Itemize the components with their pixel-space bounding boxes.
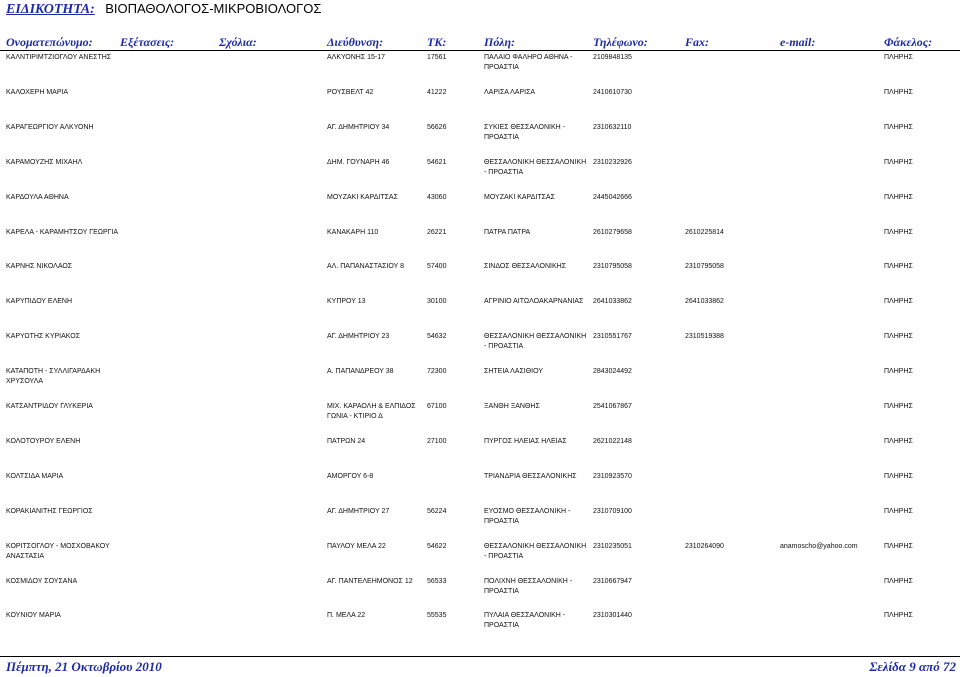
cell-fax: 2641033862 (685, 298, 724, 306)
cell-name: ΚΑΡΥΠΙΔΟΥ ΕΛΕΝΗ (6, 298, 73, 306)
cell-tk: 72300 (427, 368, 447, 376)
cell-phone: 2310232926 (593, 158, 632, 166)
cell-city: ΠΑΛΑΙΟ ΦΑΛΗΡΟ ΑΘΗΝΑ - ΠΡΟΑΣΤΙΑ (484, 54, 573, 71)
table-row (0, 53, 960, 87)
cell-folder: ΠΛΗΡΗΣ (884, 158, 913, 166)
table-row (0, 577, 960, 611)
cell-city: ΤΡΙΑΝΔΡΙΑ ΘΕΣΣΑΛΟΝΙΚΗΣ (484, 472, 577, 480)
cell-city: ΑΓΡΙΝΙΟ ΑΙΤΩΛΟΑΚΑΡΝΑΝΙΑΣ (484, 298, 584, 306)
cell-tk: 54632 (427, 333, 447, 341)
cell-folder: ΠΛΗΡΗΣ (884, 542, 913, 550)
cell-folder: ΠΛΗΡΗΣ (884, 88, 913, 96)
table-row (0, 88, 960, 122)
cell-name: ΚΑΛΟΧΕΡΗ ΜΑΡΙΑ (6, 88, 69, 96)
cell-address: Π. ΜΕΛΑ 22 (327, 612, 366, 620)
cell-phone: 2410610730 (593, 88, 632, 96)
cell-phone: 2610279658 (593, 228, 632, 236)
cell-address: ΑΛΚΥΟΝΗΣ 15-17 (327, 54, 386, 61)
cell-name: ΚΟΛΟΤΟΥΡΟΥ ΕΛΕΝΗ (6, 437, 81, 445)
cell-tk: 57400 (427, 263, 447, 271)
column-header-tests: Εξέτασεις: (120, 35, 175, 49)
cell-name: ΚΟΣΜΙΔΟΥ ΣΟΥΣΑΝΑ (6, 577, 78, 585)
footer-date: Πέμπτη, 21 Οκτωβρίου 2010 (6, 659, 162, 674)
table-row (0, 332, 960, 366)
table-row (0, 402, 960, 436)
cell-address: ΠΑΥΛΟΥ ΜΕΛΑ 22 (327, 542, 386, 550)
cell-folder: ΠΛΗΡΗΣ (884, 368, 913, 376)
cell-phone: 2109848135 (593, 54, 632, 61)
table-row (0, 472, 960, 506)
cell-tk: 17561 (427, 54, 447, 61)
table-row (0, 507, 960, 541)
cell-name: ΚΑΡΕΛΑ - ΚΑΡΑΜΗΤΣΟΥ ΓΕΩΡΓΙΑ (6, 228, 119, 236)
cell-address: ΜΙΧ. ΚΑΡΑΟΛΗ & ΕΛΠΙΔΟΣ ΓΩΝΙΑ - ΚΤΙΡΙΟ Δ (327, 403, 416, 420)
cell-phone: 2541067867 (593, 403, 632, 410)
cell-phone: 2310632110 (593, 123, 632, 131)
cell-tk: 54622 (427, 542, 447, 550)
column-header-name: Ονοματεπώνυμο: (6, 35, 93, 49)
column-headers (0, 35, 960, 49)
cell-tk: 26221 (427, 228, 447, 236)
cell-phone: 2843024492 (593, 368, 632, 376)
cell-city: ΞΑΝΘΗ ΞΑΝΘΗΣ (484, 403, 540, 410)
cell-name: ΚΑΡΝΗΣ ΝΙΚΟΛΑΟΣ (6, 263, 73, 271)
cell-folder: ΠΛΗΡΗΣ (884, 298, 913, 306)
cell-tk: 67100 (427, 403, 447, 410)
header-rule (0, 50, 960, 51)
cell-tk: 41222 (427, 88, 447, 96)
column-header-fax: Fax: (685, 35, 709, 49)
cell-address: ΜΟΥΖΑΚΙ ΚΑΡΔΙΤΣΑΣ (327, 193, 398, 201)
cell-phone: 2310923570 (593, 472, 632, 480)
cell-city: ΠΥΛΑΙΑ ΘΕΣΣΑΛΟΝΙΚΗ - ΠΡΟΑΣΤΙΑ (484, 612, 566, 630)
cell-name: ΚΟΡΙΤΣΟΓΛΟΥ - ΜΟΣΧΟΒΑΚΟΥ ΑΝΑΣΤΑΣΙΑ (6, 542, 110, 560)
column-header-city: Πόλη: (484, 35, 516, 49)
cell-folder: ΠΛΗΡΗΣ (884, 333, 913, 341)
cell-tk: 55535 (427, 612, 447, 620)
cell-phone: 2310795058 (593, 263, 632, 271)
cell-address: ΔΗΜ. ΓΟΥΝΑΡΗ 46 (327, 158, 390, 166)
table-row (0, 297, 960, 331)
cell-name: ΚΑΛΝΤΙΡΙΜΤΖΙΟΓΛΟΥ ΑΝΕΣΤΗΣ (6, 54, 112, 61)
cell-address: ΚΑΝΑΚΑΡΗ 110 (327, 228, 379, 236)
cell-folder: ΠΛΗΡΗΣ (884, 193, 913, 201)
cell-city: ΠΑΤΡΑ ΠΑΤΡΑ (484, 228, 531, 236)
footer-page-number: Σελίδα 9 από 72 (869, 659, 956, 674)
table-row (0, 228, 960, 262)
cell-email: anamoscho@yahoo.com (780, 542, 858, 550)
column-header-folder: Φάκελος: (884, 35, 933, 49)
cell-folder: ΠΛΗΡΗΣ (884, 263, 913, 271)
column-header-phone: Τηλέφωνο: (593, 35, 648, 49)
cell-tk: 54621 (427, 158, 447, 166)
cell-folder: ΠΛΗΡΗΣ (884, 577, 913, 585)
cell-address: Α. ΠΑΠΑΝΔΡΕΟΥ 38 (327, 368, 394, 376)
cell-phone: 2310709100 (593, 507, 632, 515)
cell-tk: 30100 (427, 298, 447, 306)
cell-folder: ΠΛΗΡΗΣ (884, 507, 913, 515)
cell-name: ΚΑΤΑΠΟΤΗ - ΣΥΛΛΙΓΑΡΔΑΚΗ ΧΡΥΣΟΥΛΑ (6, 368, 101, 386)
cell-phone: 2621022148 (593, 437, 632, 445)
cell-city: ΣΗΤΕΙΑ ΛΑΣΙΘΙΟΥ (484, 368, 544, 376)
table-row (0, 542, 960, 576)
table-row (0, 158, 960, 192)
cell-phone: 2310235051 (593, 542, 632, 550)
column-header-email: e-mail: (780, 35, 816, 49)
cell-name: ΚΟΛΤΣΙΔΑ ΜΑΡΙΑ (6, 472, 64, 480)
cell-city: ΛΑΡΙΣΑ ΛΑΡΙΣΑ (484, 88, 536, 96)
cell-address: ΑΜΟΡΓΟΥ 6-8 (327, 472, 374, 480)
table-row (0, 367, 960, 401)
cell-address: ΑΓ. ΔΗΜΗΤΡΙΟΥ 34 (327, 123, 390, 131)
cell-address: ΑΓ. ΠΑΝΤΕΛΕΗΜΟΝΟΣ 12 (327, 577, 413, 585)
cell-city: ΠΥΡΓΟΣ ΗΛΕΙΑΣ ΗΛΕΙΑΣ (484, 437, 567, 445)
cell-address: ΠΑΤΡΩΝ 24 (327, 437, 366, 445)
cell-folder: ΠΛΗΡΗΣ (884, 612, 913, 620)
table-row (0, 123, 960, 157)
cell-name: ΚΑΡΑΜΟΥΖΗΣ ΜΙΧΑΗΛ (6, 158, 83, 166)
cell-address: ΚΥΠΡΟΥ 13 (327, 298, 366, 306)
cell-tk: 56224 (427, 507, 447, 515)
cell-tk: 56533 (427, 577, 447, 585)
cell-name: ΚΑΤΣΑΝΤΡΙΔΟΥ ΓΛΥΚΕΡΙΑ (6, 403, 93, 410)
cell-city: ΠΟΛΙΧΝΗ ΘΕΣΣΑΛΟΝΙΚΗ - ΠΡΟΑΣΤΙΑ (484, 577, 573, 595)
cell-name: ΚΟΥΝΙΟΥ ΜΑΡΙΑ (6, 612, 61, 620)
cell-address: ΡΟΥΣΒΕΛΤ 42 (327, 88, 374, 96)
cell-phone: 2445042666 (593, 193, 632, 201)
cell-city: ΕΥΟΣΜΟ ΘΕΣΣΑΛΟΝΙΚΗ - ΠΡΟΑΣΤΙΑ (484, 507, 571, 525)
column-header-comments: Σχόλια: (219, 35, 257, 49)
specialty-value: ΒΙΟΠΑΘΟΛΟΓΟΣ-ΜΙΚΡΟΒΙΟΛΟΓΟΣ (105, 1, 322, 16)
cell-address: ΑΛ. ΠΑΠΑΝΑΣΤΑΣΙΟΥ 8 (327, 263, 405, 271)
cell-name: ΚΑΡΥΩΤΗΣ ΚΥΡΙΑΚΟΣ (6, 333, 81, 341)
specialty-header (6, 0, 322, 17)
table-row (0, 262, 960, 296)
cell-city: ΘΕΣΣΑΛΟΝΙΚΗ ΘΕΣΣΑΛΟΝΙΚΗ - ΠΡΟΑΣΤΙΑ (484, 158, 587, 176)
cell-fax: 2310519388 (685, 333, 724, 341)
cell-name: ΚΑΡΔΟΥΛΑ ΑΘΗΝΑ (6, 193, 69, 201)
footer-rule (0, 656, 960, 657)
cell-tk: 56626 (427, 123, 447, 131)
cell-folder: ΠΛΗΡΗΣ (884, 472, 913, 480)
cell-fax: 2310264090 (685, 542, 724, 550)
specialty-label: ΕΙΔΙΚΟΤΗΤΑ: (6, 2, 95, 17)
table-row (0, 611, 960, 645)
cell-folder: ΠΛΗΡΗΣ (884, 437, 913, 445)
cell-tk: 43060 (427, 193, 447, 201)
cell-folder: ΠΛΗΡΗΣ (884, 54, 913, 61)
cell-city: ΣΙΝΔΟΣ ΘΕΣΣΑΛΟΝΙΚΗΣ (484, 263, 567, 271)
cell-city: ΘΕΣΣΑΛΟΝΙΚΗ ΘΕΣΣΑΛΟΝΙΚΗ - ΠΡΟΑΣΤΙΑ (484, 333, 587, 351)
cell-folder: ΠΛΗΡΗΣ (884, 228, 913, 236)
cell-fax: 2310795058 (685, 263, 724, 271)
page-footer (6, 659, 956, 675)
cell-phone: 2641033862 (593, 298, 632, 306)
cell-city: ΣΥΚΙΕΣ ΘΕΣΣΑΛΟΝΙΚΗ - ΠΡΟΑΣΤΙΑ (484, 123, 565, 141)
cell-phone: 2310551767 (593, 333, 632, 341)
cell-city: ΘΕΣΣΑΛΟΝΙΚΗ ΘΕΣΣΑΛΟΝΙΚΗ - ΠΡΟΑΣΤΙΑ (484, 542, 587, 560)
cell-fax: 2610225814 (685, 228, 724, 236)
cell-folder: ΠΛΗΡΗΣ (884, 123, 913, 131)
cell-city: ΜΟΥΖΑΚΙ ΚΑΡΔΙΤΣΑΣ (484, 193, 555, 201)
cell-folder: ΠΛΗΡΗΣ (884, 403, 913, 410)
column-header-tk: ΤΚ: (427, 35, 447, 49)
cell-name: ΚΟΡΑΚΙΑΝΙΤΗΣ ΓΕΩΡΓΙΟΣ (6, 507, 93, 515)
table-row (0, 193, 960, 227)
cell-address: ΑΓ. ΔΗΜΗΤΡΙΟΥ 27 (327, 507, 390, 515)
cell-tk: 27100 (427, 437, 447, 445)
table-row (0, 437, 960, 471)
cell-phone: 2310667947 (593, 577, 632, 585)
cell-phone: 2310301440 (593, 612, 632, 620)
cell-name: ΚΑΡΑΓΕΩΡΓΙΟΥ ΑΛΚΥΟΝΗ (6, 123, 94, 131)
column-header-address: Διεύθυνση: (327, 35, 384, 49)
cell-address: ΑΓ. ΔΗΜΗΤΡΙΟΥ 23 (327, 333, 390, 341)
